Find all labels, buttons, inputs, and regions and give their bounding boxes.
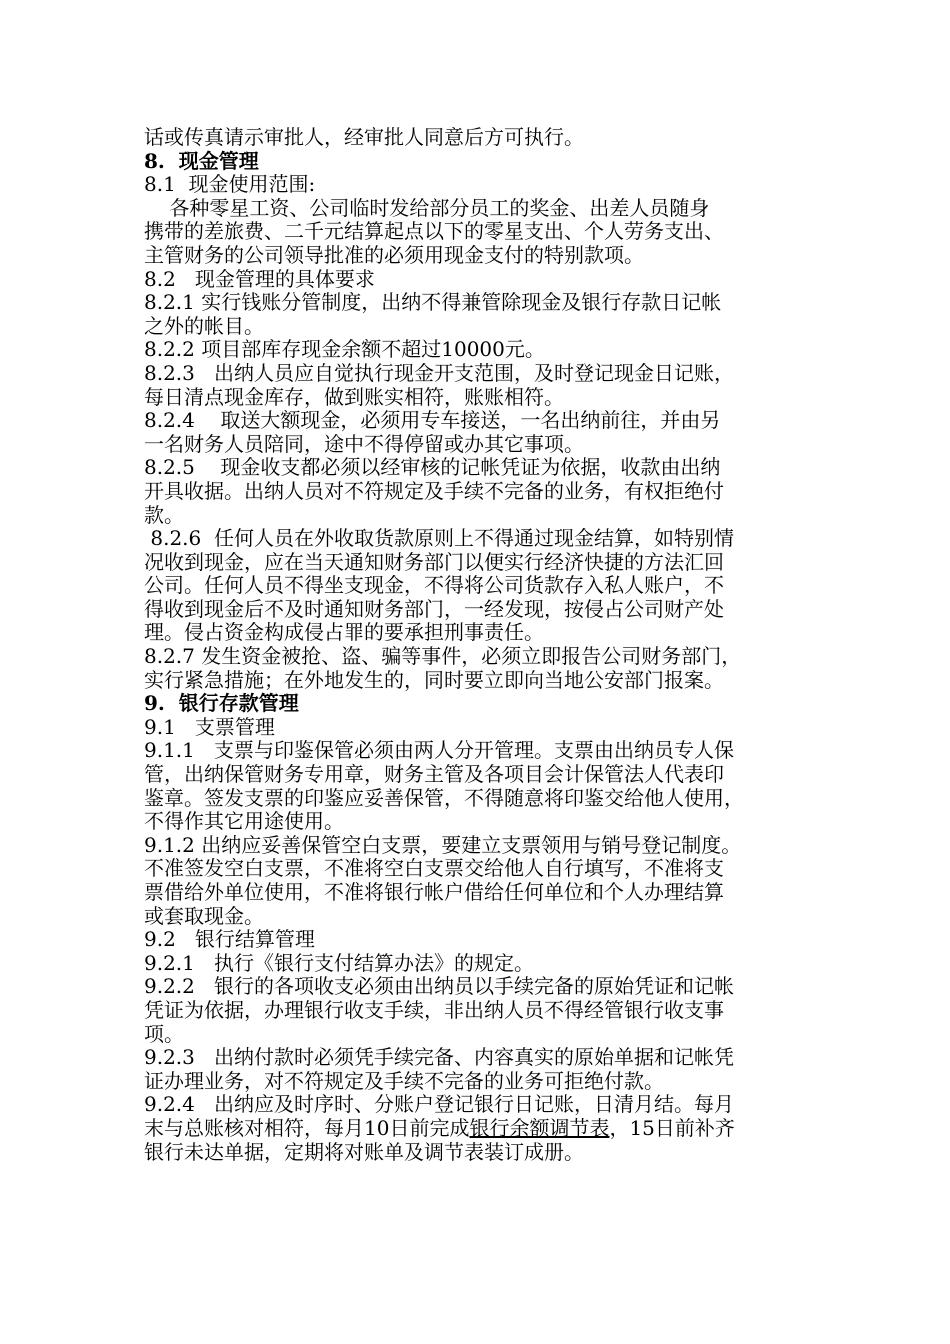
section-heading: 9. 银行存款管理 — [144, 691, 299, 716]
text-line: 携带的差旅费、二千元结算起点以下的零星支出、个人劳务支出、 — [144, 219, 724, 244]
text-line: 实行紧急措施；在外地发生的，同时要立即向当地公安部门报案。 — [144, 667, 724, 692]
text-line: 话或传真请示审批人，经审批人同意后方可执行。 — [144, 125, 584, 149]
text-line: 9.2 银行结算管理 — [144, 927, 315, 952]
text-line: 不得作其它用途使用。 — [144, 809, 344, 834]
text-line: 8.2.2 项目部库存现金余额不超过10000元。 — [144, 337, 545, 362]
text-line: 况收到现金，应在当天通知财务部门以便实行经济快捷的方法汇回 — [144, 549, 724, 574]
text-line: 鉴章。签发支票的印鉴应妥善保管，不得随意将印鉴交给他人使用， — [144, 785, 744, 810]
text-line: 8.2.1 实行钱账分管制度，出纳不得兼管除现金及银行存款日记帐 — [144, 290, 722, 315]
text-line: 开具收据。出纳人员对不符规定及手续不完备的业务，有权拒绝付 — [144, 478, 724, 503]
text-line: 管，出纳保管财务专用章，财务主管及各项目会计保管法人代表印 — [144, 762, 724, 787]
text-line: 之外的帐目。 — [144, 313, 264, 338]
text-line: 8.2.7 发生资金被抢、盗、骗等事件，必须立即报告公司财务部门， — [144, 644, 742, 669]
text-line: 9.2.2 银行的各项收支必须由出纳员以手续完备的原始凭证和记帐 — [144, 974, 734, 999]
text-line: 9.2.1 执行《银行支付结算办法》的规定。 — [144, 950, 534, 975]
underlined-term: 银行余额调节表 — [469, 1115, 610, 1140]
text-line: 9.1.2 出纳应妥善保管空白支票，要建立支票领用与销号登记制度。 — [144, 832, 742, 857]
text-line: 公司。任何人员不得坐支现金，不得将公司货款存入私人账户，不 — [144, 573, 724, 598]
text-segment: 末与总账核对相符，每月10日前完成 — [144, 1115, 470, 1140]
text-line: 8.2.6 任何人员在外收取货款原则上不得通过现金结算，如特别情 — [144, 526, 734, 551]
text-line: 证办理业务，对不符规定及手续不完备的业务可拒绝付款。 — [144, 1068, 664, 1093]
text-line: 各种零星工资、公司临时发给部分员工的奖金、出差人员随身 — [144, 195, 710, 220]
text-line: 银行未达单据，定期将对账单及调节表装订成册。 — [144, 1139, 584, 1164]
text-line: 主管财务的公司领导批准的必须用现金支付的特别款项。 — [144, 242, 644, 267]
text-line: 得收到现金后不及时通知财务部门，一经发现，按侵占公司财产处 — [144, 596, 724, 621]
text-line: 9.2.3 出纳付款时必须凭手续完备、内容真实的原始单据和记帐凭 — [144, 1045, 734, 1070]
section-heading: 8. 现金管理 — [144, 148, 259, 173]
text-line: 理。侵占资金构成侵占罪的要承担刑事责任。 — [144, 620, 544, 645]
text-line: 8.2 现金管理的具体要求 — [144, 266, 375, 291]
text-line: 9.1.1 支票与印鉴保管必须由两人分开管理。支票由出纳员专人保 — [144, 738, 734, 763]
text-line: 项。 — [144, 1021, 184, 1046]
text-line: 不准签发空白支票，不准将空白支票交给他人自行填写，不准将支 — [144, 856, 724, 881]
text-line: 9.1 支票管理 — [144, 714, 275, 739]
text-line: 凭证为依据，办理银行收支手续，非出纳人员不得经管银行收支事 — [144, 997, 724, 1022]
text-line: 一名财务人员陪同，途中不得停留或办其它事项。 — [144, 431, 584, 456]
text-line: 每日清点现金库存，做到账实相符，账账相符。 — [144, 384, 564, 409]
text-line — [144, 1117, 824, 1141]
text-line: 9.2.4 出纳应及时序时、分账户登记银行日记账，日清月结。每月 — [144, 1092, 734, 1117]
text-line: 款。 — [144, 502, 184, 527]
text-line: 或套取现金。 — [144, 903, 264, 928]
text-line: 8.2.4 取送大额现金，必须用专车接送，一名出纳前往，并由另 — [144, 408, 721, 433]
document-body — [144, 126, 824, 1164]
text-line: 8.2.3 出纳人员应自觉执行现金开支范围，及时登记现金日记账， — [144, 360, 734, 385]
text-line: 8.2.5 现金收支都必须以经审核的记帐凭证为依据，收款由出纳 — [144, 455, 721, 480]
text-line: 8.1 现金使用范围: — [144, 172, 316, 197]
text-line: 票借给外单位使用，不准将银行帐户借给任何单位和个人办理结算 — [144, 880, 724, 904]
text-segment: ，15日前补齐 — [609, 1115, 735, 1140]
